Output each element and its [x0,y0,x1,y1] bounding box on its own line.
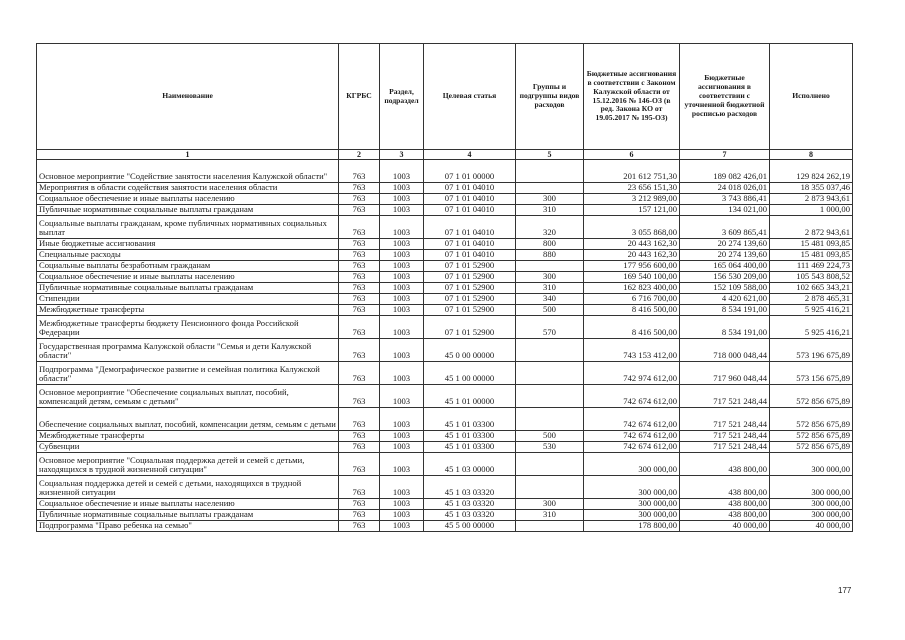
cell-razdel: 1003 [380,339,424,362]
cell-group [516,385,584,408]
cell-executed: 2 873 943,61 [770,194,853,205]
cell-group: 310 [516,283,584,294]
cell-razdel: 1003 [380,305,424,316]
table-row [37,261,853,272]
cell-law: 162 823 400,00 [584,283,680,294]
cell-executed: 572 856 675,89 [770,431,853,442]
cell-kgrbs: 763 [339,499,380,510]
cell-executed: 129 824 262,19 [770,160,853,183]
budget-table [36,43,853,532]
cell-razdel: 1003 [380,216,424,239]
cell-group [516,408,584,431]
cell-law: 20 443 162,30 [584,250,680,261]
cell-target: 07 1 01 52900 [424,305,516,316]
cell-executed: 572 856 675,89 [770,408,853,431]
header-kgrbs: КГРБС [339,44,380,150]
cell-razdel: 1003 [380,521,424,532]
cell-razdel: 1003 [380,362,424,385]
cell-target: 07 1 01 04010 [424,183,516,194]
table-row [37,521,853,532]
cell-executed: 105 543 808,52 [770,272,853,283]
table-row [37,250,853,261]
cell-target: 45 1 03 03320 [424,510,516,521]
cell-law: 300 000,00 [584,510,680,521]
table-row [37,510,853,521]
cell-refined: 438 800,00 [680,499,770,510]
cell-kgrbs: 763 [339,408,380,431]
cell-target: 07 1 01 52900 [424,316,516,339]
cell-kgrbs: 763 [339,431,380,442]
cell-law: 300 000,00 [584,499,680,510]
cell-executed: 573 156 675,89 [770,362,853,385]
header-razdel: Раздел, подраздел [380,44,424,150]
cell-name: Основное мероприятие "Содействие занятости населения Калужской области" [37,160,339,183]
cell-group [516,521,584,532]
cell-group [516,160,584,183]
cell-executed: 18 355 037,46 [770,183,853,194]
cell-executed: 15 481 093,85 [770,239,853,250]
cell-refined: 8 534 191,00 [680,316,770,339]
cell-refined: 134 021,00 [680,205,770,216]
table-row [37,408,853,431]
cell-law: 201 612 751,30 [584,160,680,183]
cell-name: Межбюджетные трансферты [37,305,339,316]
cell-kgrbs: 763 [339,205,380,216]
cell-law: 300 000,00 [584,476,680,499]
column-number-row [37,150,853,160]
cell-law: 177 956 600,00 [584,261,680,272]
cell-refined: 717 521 248,44 [680,408,770,431]
header-target: Целевая статья [424,44,516,150]
cell-name: Социальные выплаты безработным гражданам [37,261,339,272]
cell-refined: 189 082 426,01 [680,160,770,183]
table-row [37,239,853,250]
cell-refined: 717 521 248,44 [680,442,770,453]
cell-law: 743 153 412,00 [584,339,680,362]
cell-executed: 40 000,00 [770,521,853,532]
header-refined: Бюджетные ассигнования в соответствии с уточненной бюджетной росписью расходов [680,44,770,150]
cell-razdel: 1003 [380,510,424,521]
cell-law: 3 055 868,00 [584,216,680,239]
table-row [37,205,853,216]
cell-kgrbs: 763 [339,521,380,532]
cell-group: 320 [516,216,584,239]
cell-executed: 300 000,00 [770,453,853,476]
cell-target: 07 1 01 52900 [424,261,516,272]
cell-razdel: 1003 [380,385,424,408]
cell-group: 310 [516,510,584,521]
cell-group: 800 [516,239,584,250]
cell-razdel: 1003 [380,250,424,261]
cell-refined: 3 743 886,41 [680,194,770,205]
cell-executed: 300 000,00 [770,499,853,510]
cell-target: 07 1 01 52900 [424,272,516,283]
cell-executed: 102 665 343,21 [770,283,853,294]
cell-group: 300 [516,272,584,283]
cell-name: Публичные нормативные социальные выплаты гражданам [37,510,339,521]
cell-law: 178 800,00 [584,521,680,532]
cell-razdel: 1003 [380,194,424,205]
header-name: Наименование [37,44,339,150]
cell-group [516,362,584,385]
cell-kgrbs: 763 [339,194,380,205]
cell-executed: 111 469 224,73 [770,261,853,272]
cell-name: Публичные нормативные социальные выплаты гражданам [37,205,339,216]
column-number: 4 [424,150,516,160]
cell-name: Социальные выплаты гражданам, кроме публичных нормативных социальных выплат [37,216,339,239]
cell-executed: 572 856 675,89 [770,385,853,408]
cell-law: 169 540 100,00 [584,272,680,283]
cell-razdel: 1003 [380,261,424,272]
table-row [37,316,853,339]
cell-razdel: 1003 [380,239,424,250]
cell-law: 742 674 612,00 [584,408,680,431]
cell-law: 8 416 500,00 [584,316,680,339]
column-number: 1 [37,150,339,160]
table-row [37,442,853,453]
cell-razdel: 1003 [380,431,424,442]
cell-refined: 438 800,00 [680,476,770,499]
cell-name: Субвенции [37,442,339,453]
cell-name: Межбюджетные трансферты [37,431,339,442]
cell-group: 880 [516,250,584,261]
table-body [37,160,853,532]
column-number: 2 [339,150,380,160]
column-number: 8 [770,150,853,160]
cell-name: Социальное обеспечение и иные выплаты населению [37,499,339,510]
cell-kgrbs: 763 [339,294,380,305]
table-row [37,362,853,385]
column-number: 5 [516,150,584,160]
cell-refined: 165 064 400,00 [680,261,770,272]
cell-law: 742 974 612,00 [584,362,680,385]
cell-kgrbs: 763 [339,261,380,272]
cell-executed: 2 878 465,31 [770,294,853,305]
cell-refined: 718 000 048,44 [680,339,770,362]
cell-law: 3 212 989,00 [584,194,680,205]
cell-name: Стипендии [37,294,339,305]
cell-group: 310 [516,205,584,216]
cell-name: Основное мероприятие "Социальная поддержка детей и семей с детьми, находящихся в трудной жизненной ситуации" [37,453,339,476]
cell-razdel: 1003 [380,283,424,294]
cell-target: 45 1 01 00000 [424,385,516,408]
cell-refined: 717 521 248,44 [680,385,770,408]
cell-group [516,261,584,272]
cell-razdel: 1003 [380,453,424,476]
cell-name: Государственная программа Калужской области "Семья и дети Калужской области" [37,339,339,362]
cell-target: 45 5 00 00000 [424,521,516,532]
cell-target: 07 1 01 04010 [424,194,516,205]
table-row [37,339,853,362]
cell-kgrbs: 763 [339,442,380,453]
cell-target: 07 1 01 04010 [424,216,516,239]
table-row [37,283,853,294]
cell-name: Публичные нормативные социальные выплаты гражданам [37,283,339,294]
cell-refined: 24 018 026,01 [680,183,770,194]
cell-kgrbs: 763 [339,385,380,408]
table-row [37,294,853,305]
cell-name: Иные бюджетные ассигнования [37,239,339,250]
cell-executed: 300 000,00 [770,476,853,499]
cell-target: 07 1 01 00000 [424,160,516,183]
cell-kgrbs: 763 [339,510,380,521]
cell-law: 157 121,00 [584,205,680,216]
table-row [37,216,853,239]
table-header-row [37,44,853,150]
cell-target: 45 1 00 00000 [424,362,516,385]
cell-executed: 5 925 416,21 [770,305,853,316]
cell-executed: 15 481 093,85 [770,250,853,261]
cell-group [516,476,584,499]
cell-group: 300 [516,194,584,205]
cell-kgrbs: 763 [339,216,380,239]
cell-kgrbs: 763 [339,160,380,183]
cell-name: Мероприятия в области содействия занятости населения области [37,183,339,194]
cell-name: Межбюджетные трансферты бюджету Пенсионного фонда Российской Федерации [37,316,339,339]
cell-refined: 717 960 048,44 [680,362,770,385]
cell-name: Подпрограмма "Демографическое развитие и семейная политика Калужской области" [37,362,339,385]
column-number: 6 [584,150,680,160]
cell-target: 07 1 01 04010 [424,239,516,250]
cell-razdel: 1003 [380,160,424,183]
cell-executed: 5 925 416,21 [770,316,853,339]
cell-kgrbs: 763 [339,305,380,316]
table-row [37,476,853,499]
cell-target: 07 1 01 52900 [424,283,516,294]
cell-name: Социальное обеспечение и иные выплаты населению [37,272,339,283]
cell-razdel: 1003 [380,442,424,453]
cell-razdel: 1003 [380,205,424,216]
cell-law: 20 443 162,30 [584,239,680,250]
cell-name: Специальные расходы [37,250,339,261]
table-row [37,385,853,408]
page-number: 177 [838,586,852,595]
column-number: 3 [380,150,424,160]
cell-kgrbs: 763 [339,339,380,362]
cell-razdel: 1003 [380,499,424,510]
cell-kgrbs: 763 [339,362,380,385]
cell-target: 45 0 00 00000 [424,339,516,362]
header-group: Группы и подгруппы видов расходов [516,44,584,150]
cell-group: 500 [516,431,584,442]
cell-refined: 717 521 248,44 [680,431,770,442]
cell-razdel: 1003 [380,183,424,194]
cell-executed: 573 196 675,89 [770,339,853,362]
cell-law: 6 716 700,00 [584,294,680,305]
cell-target: 45 1 01 03300 [424,408,516,431]
table-row [37,305,853,316]
cell-refined: 8 534 191,00 [680,305,770,316]
table-row [37,194,853,205]
cell-target: 45 1 01 03300 [424,442,516,453]
cell-refined: 4 420 621,00 [680,294,770,305]
cell-razdel: 1003 [380,408,424,431]
table-row [37,431,853,442]
cell-law: 742 674 612,00 [584,442,680,453]
cell-kgrbs: 763 [339,283,380,294]
header-executed: Исполнено [770,44,853,150]
cell-target: 07 1 01 52900 [424,294,516,305]
cell-kgrbs: 763 [339,476,380,499]
cell-executed: 300 000,00 [770,510,853,521]
cell-razdel: 1003 [380,476,424,499]
cell-kgrbs: 763 [339,250,380,261]
cell-target: 45 1 03 03320 [424,476,516,499]
cell-name: Подпрограмма "Право ребенка на семью" [37,521,339,532]
cell-kgrbs: 763 [339,239,380,250]
column-number: 7 [680,150,770,160]
cell-executed: 2 872 943,61 [770,216,853,239]
cell-refined: 40 000,00 [680,521,770,532]
cell-refined: 152 109 588,00 [680,283,770,294]
table-row [37,160,853,183]
header-law: Бюджетные ассигнования в соответствии с Законом Калужской области от 15.12.2016 № 146-ОЗ (в ред. Закона КО от 19.05.2017 № 195-ОЗ) [584,44,680,150]
cell-group: 500 [516,305,584,316]
cell-refined: 156 530 209,00 [680,272,770,283]
cell-name: Социальная поддержка детей и семей с детьми, находящихся в трудной жизненной ситуации [37,476,339,499]
table-row [37,183,853,194]
cell-name: Обеспечение социальных выплат, пособий, компенсации детям, семьям с детьми [37,408,339,431]
cell-executed: 1 000,00 [770,205,853,216]
cell-kgrbs: 763 [339,183,380,194]
cell-kgrbs: 763 [339,272,380,283]
cell-kgrbs: 763 [339,453,380,476]
cell-kgrbs: 763 [339,316,380,339]
cell-executed: 572 856 675,89 [770,442,853,453]
cell-refined: 20 274 139,60 [680,239,770,250]
cell-razdel: 1003 [380,316,424,339]
table-row [37,499,853,510]
cell-group: 300 [516,499,584,510]
cell-target: 07 1 01 04010 [424,205,516,216]
cell-name: Социальное обеспечение и иные выплаты населению [37,194,339,205]
cell-group: 340 [516,294,584,305]
cell-name: Основное мероприятие "Обеспечение социальных выплат, пособий, компенсаций детям, семьям с детьми" [37,385,339,408]
table-row [37,453,853,476]
cell-group [516,339,584,362]
cell-law: 8 416 500,00 [584,305,680,316]
cell-refined: 438 800,00 [680,510,770,521]
cell-group [516,183,584,194]
cell-razdel: 1003 [380,294,424,305]
cell-law: 742 674 612,00 [584,385,680,408]
cell-refined: 438 800,00 [680,453,770,476]
cell-target: 45 1 01 03300 [424,431,516,442]
cell-group: 570 [516,316,584,339]
cell-razdel: 1003 [380,272,424,283]
cell-group [516,453,584,476]
cell-law: 300 000,00 [584,453,680,476]
cell-law: 23 656 151,30 [584,183,680,194]
cell-target: 07 1 01 04010 [424,250,516,261]
cell-refined: 20 274 139,60 [680,250,770,261]
cell-target: 45 1 03 00000 [424,453,516,476]
cell-group: 530 [516,442,584,453]
cell-law: 742 674 612,00 [584,431,680,442]
table-row [37,272,853,283]
cell-refined: 3 609 865,41 [680,216,770,239]
cell-target: 45 1 03 03320 [424,499,516,510]
